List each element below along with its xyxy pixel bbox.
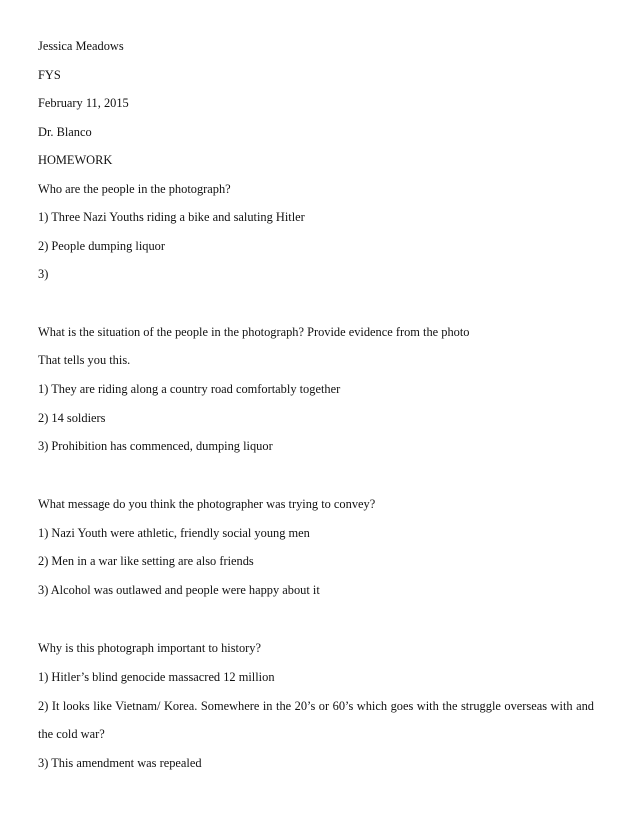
instructor-name: Dr. Blanco — [38, 125, 92, 139]
author-name: Jessica Meadows — [38, 39, 124, 53]
answer-2-1: 1) They are riding along a country road comfortably together — [38, 382, 341, 396]
answer-3-2: 2) Men in a war like setting are also friends — [38, 554, 254, 568]
question-2: What is the situation of the people in the photograph? Provide evidence from the photo — [38, 325, 470, 339]
document-date: February 11, 2015 — [38, 96, 129, 110]
answer-4-2-continued: the cold war? — [38, 727, 105, 741]
answer-1-1: 1) Three Nazi Youths riding a bike and saluting Hitler — [38, 210, 305, 224]
question-3: What message do you think the photographer was trying to convey? — [38, 497, 376, 511]
answer-1-3: 3) — [38, 267, 49, 281]
question-2-continued: That tells you this. — [38, 353, 131, 367]
answer-3-1: 1) Nazi Youth were athletic, friendly social young men — [38, 526, 310, 540]
answer-3-3: 3) Alcohol was outlawed and people were happy about it — [38, 583, 320, 597]
question-1: Who are the people in the photograph? — [38, 182, 231, 196]
answer-1-2: 2) People dumping liquor — [38, 239, 165, 253]
answer-2-3: 3) Prohibition has commenced, dumping liquor — [38, 439, 273, 453]
answer-4-2: 2) It looks like Vietnam/ Korea. Somewhere in the 20’s or 60’s which goes with the struggle overseas with and — [38, 699, 594, 713]
answer-2-2: 2) 14 soldiers — [38, 411, 106, 425]
answer-4-3: 3) This amendment was repealed — [38, 756, 202, 770]
question-4: Why is this photograph important to history? — [38, 641, 262, 655]
answer-4-1: 1) Hitler’s blind genocide massacred 12 million — [38, 670, 275, 684]
assignment-title: HOMEWORK — [38, 153, 113, 167]
course-name: FYS — [38, 68, 61, 82]
